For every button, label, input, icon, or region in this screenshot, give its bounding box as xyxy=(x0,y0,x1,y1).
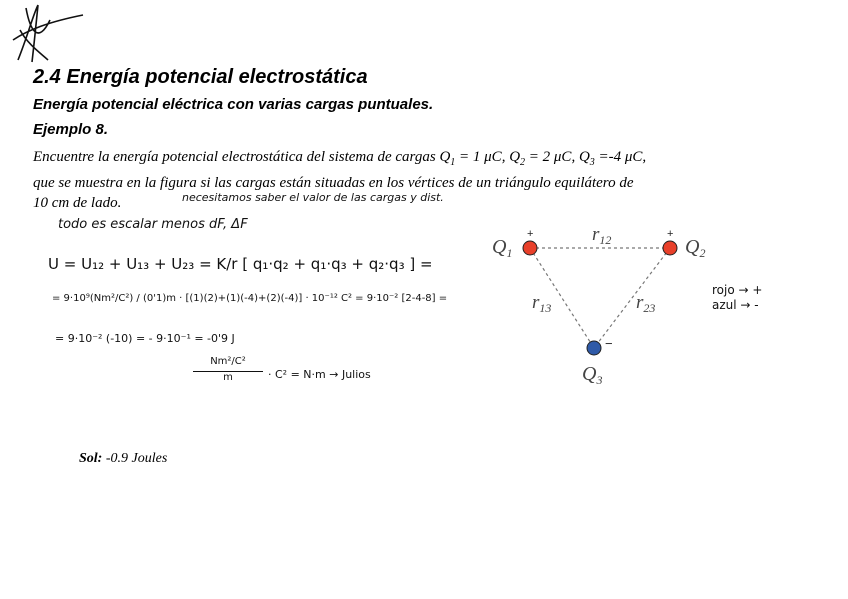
handwritten-note-scalar: todo es escalar menos dF, ΔF xyxy=(58,217,248,232)
q1-plus: + xyxy=(527,228,534,240)
handwritten-units-result: · C² = N·m → Julios xyxy=(268,368,371,381)
r12-label: $r_{12}$ xyxy=(592,224,612,247)
r13-label: $r_{13}$ xyxy=(532,292,552,315)
solution-value: -0.9 Joules xyxy=(102,451,168,466)
handwritten-units-fraction xyxy=(193,356,263,383)
legend-blue: azul → - xyxy=(712,298,759,312)
units-numerator: Nm²/C² xyxy=(210,356,246,367)
problem-line-1: Encuentre la energía potencial electrostática del sistema de cargas $Q_1 = 1$ μC, $Q_2 = 2$ μC, $Q_3 =-4$ μC, xyxy=(33,149,647,168)
problem-line-3: 10 cm de lado. xyxy=(33,195,122,211)
problem-line-2: que se muestra en la figura si las cargas están situadas en los vértices de un triángulo equilátero de xyxy=(33,175,634,191)
side-r13 xyxy=(530,248,594,348)
legend-red: rojo → + xyxy=(712,283,763,297)
r23-label: $r_{23}$ xyxy=(636,292,656,315)
charge-q3 xyxy=(587,341,601,355)
color-legend xyxy=(712,283,762,313)
section-title: 2.4 Energía potencial electrostática xyxy=(33,66,368,88)
q3-label: $Q_3$ xyxy=(582,363,603,387)
example-label: Ejemplo 8. xyxy=(33,121,109,138)
solution-label: Sol: xyxy=(79,451,103,466)
solution xyxy=(79,451,167,467)
q2-label: $Q_2$ xyxy=(685,236,706,260)
handwritten-equation-1: U = U₁₂ + U₁₃ + U₂₃ = K/r [ q₁·q₂ + q₁·q₃ + q₂·q₃ ] = xyxy=(48,255,433,273)
charge-triangle-diagram xyxy=(480,220,706,390)
charge-q1 xyxy=(523,241,537,255)
q3-minus: − xyxy=(605,336,613,351)
handwritten-equation-3: = 9·10⁻² (-10) = - 9·10⁻¹ = -0'9 J xyxy=(55,332,235,345)
handwritten-note-values: necesitamos saber el valor de las cargas y dist. xyxy=(182,191,444,204)
side-r23 xyxy=(594,248,670,348)
subsection-title: Energía potencial eléctrica con varias cargas puntuales. xyxy=(33,96,434,113)
q2-plus: + xyxy=(667,228,674,240)
units-denominator: m xyxy=(223,372,233,383)
q1-label: $Q_1$ xyxy=(492,236,513,260)
handwritten-equation-2: = 9·10⁹(Nm²/C²) / (0'1)m · [(1)(2)+(1)(-4)+(2)(-4)] · 10⁻¹² C² = 9·10⁻² [2-4-8] = xyxy=(52,293,448,304)
signature-scribble xyxy=(8,0,88,70)
charge-q2 xyxy=(663,241,677,255)
